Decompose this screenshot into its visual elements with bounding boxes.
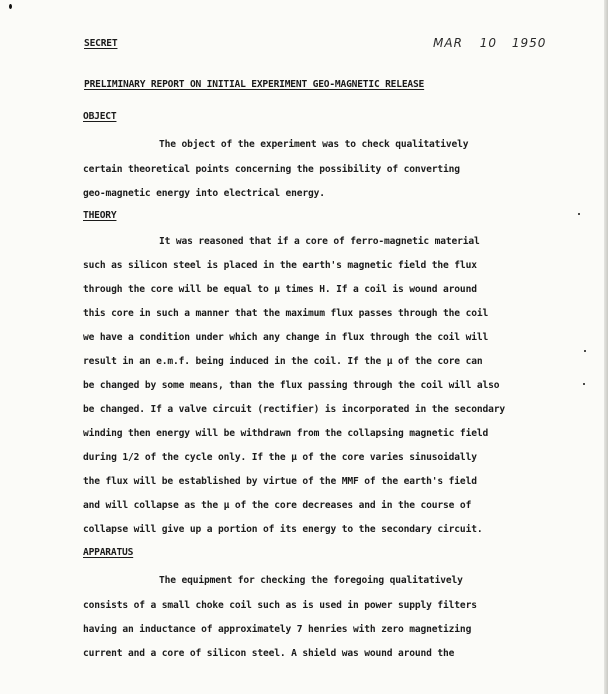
section-heading-object: OBJECT — [83, 111, 117, 122]
body-line: and will collapse as the μ of the core decreases and in the course of — [83, 500, 472, 511]
report-title: PRELIMINARY REPORT ON INITIAL EXPERIMENT GEO-MAGNETIC RELEASE — [84, 79, 425, 90]
date-stamp-day: 10 — [479, 36, 498, 50]
body-line: be changed. If a valve circuit (rectifier) is incorporated in the secondary — [83, 404, 505, 415]
body-line: we have a condition under which any change in flux through the coil will — [83, 332, 489, 343]
body-line: geo-magnetic energy into electrical energy. — [83, 188, 325, 199]
body-line: The equipment for checking the foregoing qualitatively — [159, 575, 463, 586]
body-line: The object of the experiment was to check qualitatively — [159, 139, 469, 150]
ink-speck — [578, 213, 580, 215]
section-heading-theory: THEORY — [83, 210, 117, 221]
date-stamp-month: MAR — [433, 36, 463, 50]
body-line: certain theoretical points concerning the possibility of converting — [83, 164, 460, 175]
body-line: consists of a small choke coil such as is used in power supply filters — [83, 600, 477, 611]
body-line: be changed by some means, than the flux passing through the coil will also — [83, 380, 500, 391]
ink-speck — [9, 4, 12, 9]
body-line: during 1/2 of the cycle only. If the μ of the core varies sinusoidally — [83, 452, 477, 463]
body-line: this core in such a manner that the maximum flux passes through the coil — [83, 308, 489, 319]
body-line: the flux will be established by virtue of the MMF of the earth's field — [83, 476, 477, 487]
page-edge-shadow — [604, 0, 608, 694]
date-stamp-year: 1950 — [511, 36, 547, 50]
section-heading-apparatus: APPARATUS — [83, 547, 134, 558]
body-line: winding then energy will be withdrawn from the collapsing magnetic field — [83, 428, 489, 439]
classification-marking: SECRET — [84, 38, 118, 49]
body-line: current and a core of silicon steel. A shield was wound around the — [83, 648, 455, 659]
body-line: having an inductance of approximately 7 henries with zero magnetizing — [83, 624, 472, 635]
ink-speck — [583, 383, 585, 385]
body-line: It was reasoned that if a core of ferro-magnetic material — [159, 236, 480, 247]
date-stamp — [433, 36, 546, 50]
body-line: collapse will give up a portion of its energy to the secondary circuit. — [83, 524, 483, 535]
ink-speck — [584, 350, 586, 352]
body-line: such as silicon steel is placed in the earth's magnetic field the flux — [83, 260, 477, 271]
body-line: result in an e.m.f. being induced in the coil. If the μ of the core can — [83, 356, 483, 367]
body-line: through the core will be equal to μ times H. If a coil is wound around — [83, 284, 477, 295]
